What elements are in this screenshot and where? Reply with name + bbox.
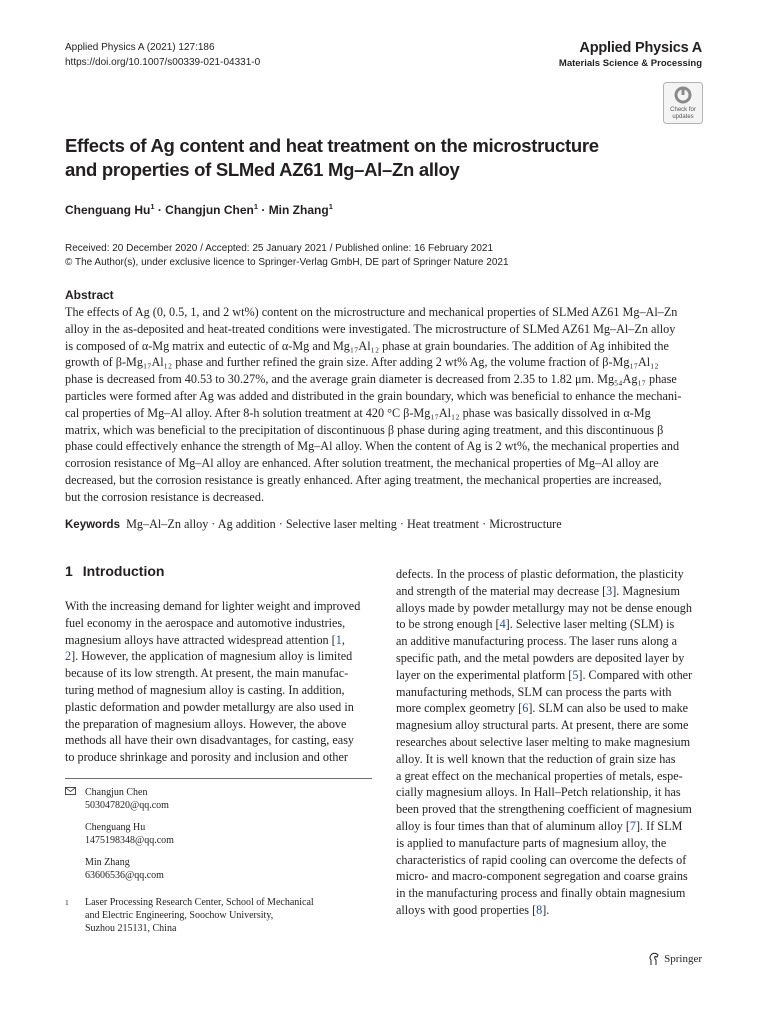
author-separator: · (154, 203, 166, 217)
journal-name: Applied Physics A (579, 40, 702, 56)
doi-link[interactable]: https://doi.org/10.1007/s00339-021-04331-0 (65, 57, 261, 68)
body-line: 2]. However, the application of magnesium alloy is limited (65, 649, 353, 664)
journal-subtitle: Materials Science & Processing (558, 58, 702, 69)
title-line-1: Effects of Ag content and heat treatment on the microstructure (65, 135, 599, 156)
affiliation-mark: 1 (150, 202, 155, 211)
refresh-icon (675, 87, 692, 104)
body-line: alloy is four times than that of aluminum alloy [7]. If SLM (396, 818, 683, 833)
abstract-line: particles were formed after Ag was added and distributed in the grain boundary, which was beneficial to enhance the mechani- (65, 388, 682, 403)
author-name[interactable]: Min Zhang (268, 203, 329, 217)
abstract-line: phase is decreased from 40.53 to 30.27%, and the average grain diameter is decreased from 2.35 to 1.82 μm. Mg₅₄Ag₁₇ phase (65, 372, 677, 387)
author-email[interactable]: 1475198348@qq.com (85, 835, 174, 846)
keywords-heading: Keywords (65, 519, 120, 531)
body-line: because of its low strength. At present, the main manufac- (65, 666, 349, 681)
body-line: alloys made by powder metallurgy may not be dense enough (396, 600, 692, 615)
section-number: 1 (65, 563, 73, 579)
body-line: manufacturing methods, SLM can process the parts with (396, 684, 672, 699)
abstract-line: phase could effectively enhance the strength of Mg–Al alloy. When the content of Ag is 2 wt%, the mechanical properties and (65, 439, 680, 454)
envelope-icon (65, 787, 76, 795)
section-title: Introduction (82, 563, 165, 579)
affiliation-mark: 1 (253, 202, 259, 211)
body-line: plastic deformation and powder metallurgy are also used in (65, 699, 354, 714)
citation-link[interactable]: 6 (522, 701, 529, 716)
abstract-line: cal properties of Mg–Al alloy. After 8-h solution treatment at 420 °C β-Mg₁₇Al₁₂ phase was basically dissolved in α-Mg (65, 405, 651, 420)
author-contact (65, 856, 314, 882)
body-line: a great effect on the mechanical properties of metals, espe- (396, 768, 683, 783)
body-line: more complex geometry [6]. SLM can also be used to make (396, 701, 689, 716)
abstract-line: corrosion resistance of Mg–Al alloy are enhanced. After solution treatment, the mechanical properties of Mg–Al alloy are (65, 456, 659, 471)
copyright-line: © The Author(s), under exclusive licence to Springer-Verlag GmbH, DE part of Springer Nature 2021 (65, 257, 509, 268)
abstract-line: but the corrosion resistance is decreased. (65, 489, 264, 504)
body-line: magnesium alloy structural parts. At present, there are some (396, 718, 689, 733)
affiliation-line: Laser Processing Research Center, School of Mechanical (85, 897, 314, 908)
abstract-line: The effects of Ag (0, 0.5, 1, and 2 wt%) content on the microstructure and mechanical properties of SLMed AZ61 Mg–Al–Zn (65, 305, 678, 319)
abstract-body (65, 304, 702, 506)
body-line: micro- and macro-component segregation and coarse grains (396, 869, 688, 884)
abstract-line: is composed of α-Mg matrix and eutectic of α-Mg and Mg₁₇Al₁₂ phase at grain boundaries. The addition of Ag inhibited the (65, 338, 669, 353)
affiliation-line: Suzhou 215131, China (85, 923, 177, 934)
body-line: alloy. It is well known that the reduction of grain size has (396, 751, 676, 766)
author-list (65, 202, 333, 217)
body-line: magnesium alloys have attracted widespread attention [1, (65, 632, 345, 647)
affiliation (65, 896, 314, 935)
body-line: is applied to manufacture parts of magnesium alloy, the (396, 835, 667, 850)
publication-history (65, 242, 509, 270)
body-line: methods all have their own disadvantages, for casting, easy (65, 733, 355, 748)
citation-link[interactable]: 2 (65, 649, 72, 664)
body-line: in the manufacturing process and finally obtain magnesium (396, 886, 686, 901)
body-line: researches about selective laser melting to make magnesium (396, 734, 691, 749)
affiliation-line: and Electric Engineering, Soochow University, (85, 910, 274, 921)
body-line: and strength of the material may decrease [3]. Magnesium (396, 583, 680, 598)
publisher-mark (648, 952, 702, 966)
abstract-line: matrix, which was beneficial to the precipitation of discontinuous β phase during aging treatment, and this discontinuous β (65, 422, 664, 437)
footnotes (65, 786, 314, 935)
left-column-text (65, 598, 372, 766)
section-heading (65, 563, 164, 579)
badge-text-2: updates (672, 114, 694, 120)
author-name: Changjun Chen (85, 787, 148, 798)
keywords-list: Mg–Al–Zn alloy · Ag addition · Selective laser melting · Heat treatment · Microstructure (126, 517, 562, 531)
citation-link[interactable]: 4 (499, 617, 506, 632)
author-contact (65, 821, 314, 847)
author-name[interactable]: Changjun Chen (165, 203, 254, 217)
right-column-text (396, 566, 703, 919)
abstract-heading: Abstract (65, 288, 114, 302)
body-line: an additive manufacturing process. The laser runs along a (396, 634, 678, 649)
body-line: cially magnesium alloys. In Hall–Petch relationship, it has (396, 785, 681, 800)
citation-link[interactable]: 5 (572, 667, 579, 682)
abstract-line: decreased, but the corrosion resistance is greatly enhanced. After aging treatment, the mechanical properties are increased, (65, 472, 662, 487)
check-for-updates-badge[interactable] (663, 82, 703, 124)
citation-line: Applied Physics A (2021) 127:186 (65, 42, 215, 53)
citation-link[interactable]: 3 (606, 583, 613, 598)
journal-brand (559, 40, 702, 69)
springer-horse-icon (648, 952, 660, 966)
publisher-name: Springer (664, 953, 702, 965)
author-name: Min Zhang (85, 857, 130, 868)
dates-line: Received: 20 December 2020 / Accepted: 25 January 2021 / Published online: 16 February 2021 (65, 243, 494, 254)
citation-link[interactable]: 1 (335, 632, 342, 647)
body-line: alloys with good properties [8]. (396, 902, 550, 917)
body-line: turing method of magnesium alloy is casting. In addition, (65, 682, 345, 697)
body-line: the preparation of magnesium alloys. However, the above (65, 716, 347, 731)
body-line: specific path, and the metal powders are deposited layer by (396, 650, 685, 665)
body-line: characteristics of rapid cooling can overcome the defects of (396, 852, 687, 867)
journal-reference (65, 40, 260, 70)
body-line: to be strong enough [4]. Selective laser melting (SLM) is (396, 617, 675, 632)
body-line: been proved that the strengthening coefficient of magnesium (396, 802, 692, 817)
abstract-line: alloy in the as-deposited and heat-treated conditions were investigated. The microstructure of SLMed AZ61 Mg–Al–Zn alloy (65, 321, 676, 336)
author-name[interactable]: Chenguang Hu (65, 203, 151, 217)
author-email[interactable]: 63606536@qq.com (85, 870, 164, 881)
corresponding-author (65, 786, 314, 812)
author-name: Chenguang Hu (85, 822, 146, 833)
body-line: With the increasing demand for lighter weight and improved (65, 599, 361, 613)
body-line: layer on the experimental platform [5]. Compared with other (396, 667, 693, 682)
affiliation-mark: 1 (328, 202, 333, 211)
abstract-line: growth of β-Mg₁₇Al₁₂ phase and further refined the grain size. After adding 2 wt% Ag, the volume fraction of β-Mg₁₇Al₁₂ (65, 355, 659, 370)
author-separator: · (258, 203, 269, 217)
footnote-rule (65, 778, 372, 779)
keywords (65, 517, 562, 532)
body-line: fuel economy in the aerospace and automotive industries, (65, 615, 346, 630)
affiliation-number: 1 (65, 898, 69, 907)
badge-text-1: Check for (670, 107, 696, 113)
title-line-2: and properties of SLMed AZ61 Mg–Al–Zn alloy (65, 159, 460, 180)
body-line: to produce shrinkage and porosity and inclusion and other (65, 750, 348, 765)
article-title (65, 134, 665, 182)
body-line: defects. In the process of plastic deformation, the plasticity (396, 567, 684, 581)
citation-link[interactable]: 7 (629, 818, 636, 833)
citation-link[interactable]: 8 (536, 902, 543, 917)
author-email[interactable]: 503047820@qq.com (85, 800, 169, 811)
